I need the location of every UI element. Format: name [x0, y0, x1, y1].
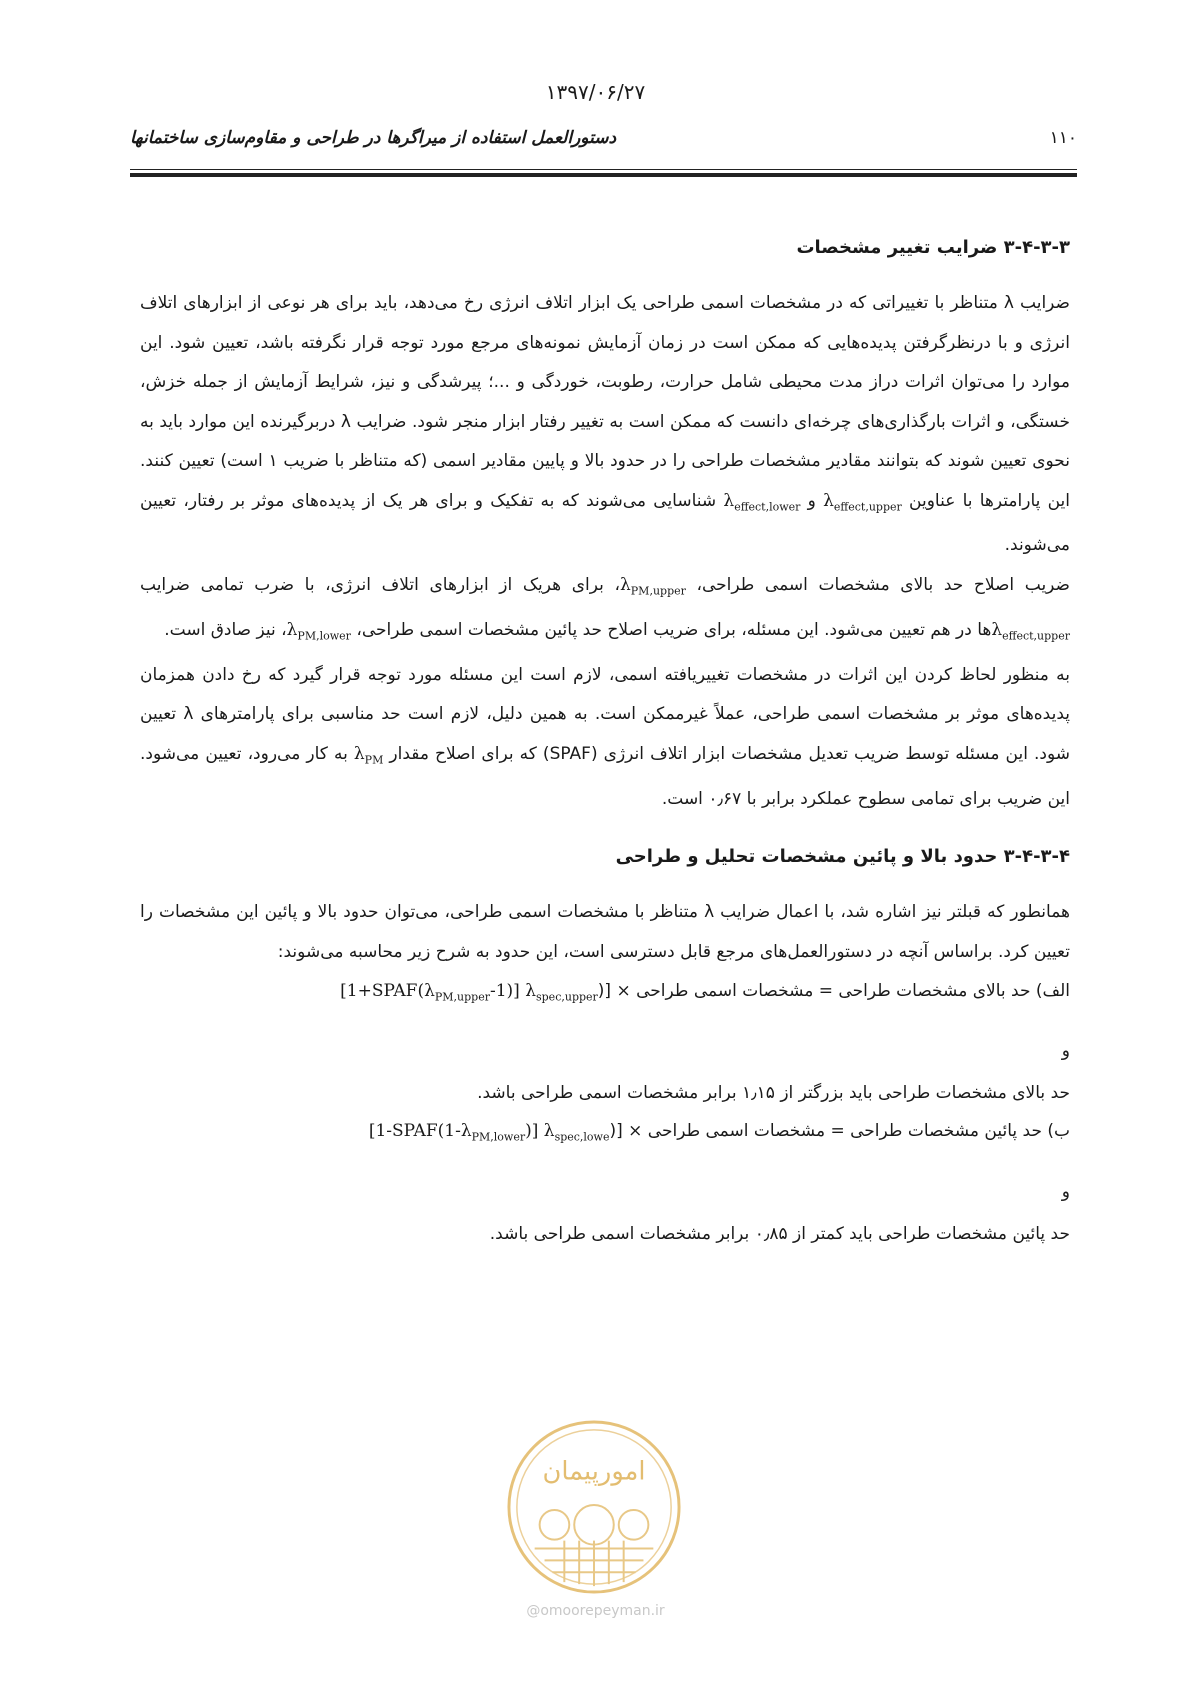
formula-expression: $[1-SPAF(1-\lambda_{PM,lower})]$	[368, 1121, 539, 1144]
watermark-seal-logo	[505, 1418, 683, 1596]
paragraph-text: و	[800, 490, 824, 511]
running-header	[130, 128, 1077, 158]
section-heading: ۳-۴-۳-۳ ضرایب تغییر مشخصات	[796, 237, 1070, 258]
lambda-symbol: $\lambda_{spec,lowe}$	[543, 1121, 610, 1144]
paragraph-text: به منظور لحاظ کردن این اثرات در مشخصات تغییریافته اسمی، لازم است این مسئله مورد توجه قرار گیرد که رخ دادن همزمان پدیده‌های موثر بر مشخصات اسمی طراحی، عملاً غیرممکن است. به همین دلیل، لازم است حد مناسبی برای پارامترهای λ تعیین شود. این مسئله توسط ضریب تعدیل مشخصات ابزار اتلاف انرژی (SPAF) که برای اصلاح مقدار	[140, 664, 1070, 764]
formula-note: حد بالای مشخصات طراحی باید بزرگتر از ۱٫۱۵ برابر مشخصات اسمی طراحی باشد.	[477, 1083, 1070, 1104]
header-rule-thin	[130, 169, 1077, 170]
formula-label: الف) حد بالای مشخصات طراحی = مشخصات اسمی طراحی × [(	[597, 981, 1070, 1002]
paragraph-text: ، برای هریک از ابزارهای اتلاف انرژی، با ضرب تمامی ضرایب	[140, 574, 620, 595]
paragraph-text: ها در هم تعیین می‌شود. این مسئله، برای ضریب اصلاح حد پائین مشخصات اسمی طراحی،	[350, 619, 992, 640]
lambda-symbol: $\lambda_{PM,lower}$	[286, 619, 351, 643]
lambda-symbol: $\lambda_{effect,upper}$	[991, 619, 1070, 643]
lambda-symbol: $\lambda_{effect,lower}$	[723, 490, 801, 513]
lambda-symbol: $\lambda_{PM}$	[353, 743, 384, 767]
conjunction: و	[1061, 1041, 1070, 1062]
header-rule-thick	[130, 173, 1077, 177]
lambda-symbol: $\lambda_{spec,upper}$	[525, 981, 598, 1004]
formula-lower	[140, 1112, 1070, 1156]
page-date: ۱۳۹۷/۰۶/۲۷	[545, 80, 646, 104]
section-heading: ۳-۴-۳-۴ حدود بالا و پائین مشخصات تحلیل و طراحی	[615, 846, 1070, 868]
header-title: دستورالعمل استفاده از میراگرها در طراحی و مقاوم‌سازی ساختمانها	[130, 128, 617, 148]
page-number: ۱۱۰	[1049, 128, 1077, 148]
paragraph-text: ، نیز صادق است.	[164, 619, 287, 640]
paragraph: همانطور که قبلتر نیز اشاره شد، با اعمال ضرایب λ متناظر با مشخصات اسمی طراحی، می‌توان حدود بالا و پائین این مشخصات را تعیین کرد. براساس آنچه در دستورالعمل‌های مرجع قابل دسترسی است، این حدود به شرح زیر محاسبه می‌شوند:	[140, 902, 1070, 962]
formula-expression: $[1+SPAF(\lambda_{PM,upper}-1)]$	[340, 981, 520, 1004]
formula-label: ب) حد پائین مشخصات طراحی = مشخصات اسمی طراحی × [(	[609, 1121, 1070, 1142]
paragraph	[140, 656, 1070, 819]
main-content	[140, 232, 1070, 1253]
paragraph	[140, 566, 1070, 656]
lambda-symbol: $\lambda_{effect,upper}$	[823, 490, 902, 513]
paragraph-text: شناسایی می‌شوند که به تفکیک و برای هر یک از پدیده‌های موثر بر رفتار، تعیین می‌شوند.	[140, 490, 1070, 556]
lambda-symbol: $\lambda_{PM,upper}$	[620, 574, 686, 598]
paragraph-text: به کار می‌رود، تعیین می‌شود. این ضریب برای تمامی سطوح عملکرد برابر با ۰٫۶۷ است.	[140, 743, 1070, 809]
formula-upper	[140, 972, 1070, 1016]
seal-lettering: امورپیمان	[542, 1456, 646, 1487]
watermark-site: @omoorepeyman.ir	[526, 1603, 665, 1619]
conjunction: و	[1061, 1181, 1070, 1202]
paragraph	[140, 284, 1070, 566]
formula-note: حد پائین مشخصات طراحی باید کمتر از ۰٫۸۵ برابر مشخصات اسمی طراحی باشد.	[489, 1223, 1070, 1244]
paragraph-text: ضریب اصلاح حد بالای مشخصات اسمی طراحی،	[685, 574, 1070, 595]
paragraph-text: ضرایب λ متناظر با تغییراتی که در مشخصات اسمی طراحی یک ابزار اتلاف انرژی رخ می‌دهد، باید برای هر نوعی از ابزارهای اتلاف انرژی و با درنظرگرفتن پدیده‌هایی که ممکن است در زمان آزمایش نمونه‌های مرجع مورد توجه قرار نگرفته باشد، تعیین شود. این موارد را می‌توان اثرات دراز مدت محیطی شامل حرارت، رطوبت، خوردگی و ...؛ پیرشدگی و نیز، شرایط آزمایش از جمله خزش، خستگی، و اثرات بارگذاری‌های چرخه‌ای دانست که ممکن است به تغییر رفتار ابزار منجر شود. ضرایب λ دربرگیرنده این موارد باید به نحوی تعیین شوند که بتوانند مقادیر مشخصات طراحی را در حدود بالا و پایین مقادیر اسمی (که متناظر با ضریب ۱ است) تعیین کنند. این پارامترها با عناوین	[140, 293, 1070, 511]
